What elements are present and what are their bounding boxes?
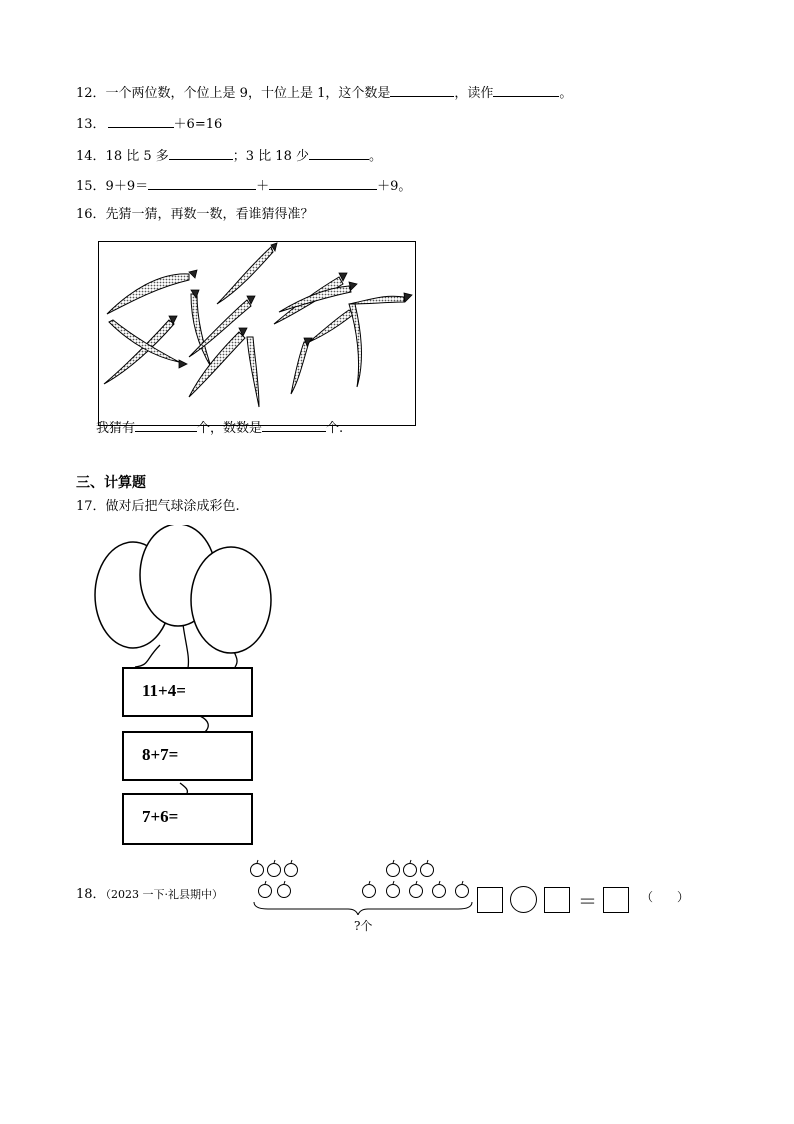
answer-blank[interactable] xyxy=(493,83,559,97)
question-number: 16． xyxy=(76,207,106,222)
pepper xyxy=(309,310,354,342)
answer-text: 个，数数是 xyxy=(197,421,263,436)
question-13 xyxy=(76,114,222,134)
question-text: ＋ xyxy=(256,179,270,194)
question-number: 12． xyxy=(76,86,106,101)
pepper xyxy=(191,294,211,367)
brace-question: ?个 xyxy=(354,919,373,933)
question-text: 一个两位数，个位上是 9，十位上是 1，这个数是 xyxy=(105,86,391,101)
apples-drawing xyxy=(248,855,478,915)
pepper xyxy=(279,286,351,312)
answer-square[interactable] xyxy=(603,887,629,913)
answer-text: 我猜有 xyxy=(96,421,136,436)
balloon xyxy=(191,547,271,653)
equation-box[interactable] xyxy=(122,793,253,845)
answer-square[interactable] xyxy=(477,887,503,913)
answer-blank[interactable] xyxy=(309,146,369,160)
apple-icon xyxy=(387,885,400,898)
question-16 xyxy=(76,206,314,224)
apple-icon xyxy=(410,885,423,898)
section-title: 三、计算题 xyxy=(76,475,146,491)
operator-circle[interactable] xyxy=(510,886,537,913)
apple-icon xyxy=(421,864,434,877)
question-text: ；3 比 18 少 xyxy=(232,149,309,164)
question-18 xyxy=(76,886,223,904)
apple-icon xyxy=(387,864,400,877)
question-text: 做对后把气球涂成彩色. xyxy=(105,499,240,514)
answer-paren[interactable]: （ ） xyxy=(641,890,690,904)
question-number: 15． xyxy=(76,179,106,194)
balloon-string xyxy=(200,716,208,732)
pepper xyxy=(291,342,309,394)
equals-sign: ＝ xyxy=(578,891,598,913)
brace xyxy=(254,902,472,915)
pepper xyxy=(107,274,189,314)
question-text: 。 xyxy=(368,149,382,164)
answer-blank[interactable] xyxy=(169,146,233,160)
question-number: 17． xyxy=(76,499,106,514)
equation-box[interactable] xyxy=(122,667,253,717)
peppers-drawing xyxy=(99,242,415,425)
question-number: 18． xyxy=(76,887,106,902)
apple-icon xyxy=(433,885,446,898)
question-text: ＋9。 xyxy=(377,179,412,194)
pepper-stem xyxy=(404,293,412,302)
question-14 xyxy=(76,146,382,166)
balloon-string xyxy=(135,645,160,667)
apple-icon xyxy=(251,864,264,877)
apple-icon xyxy=(278,885,291,898)
apple-icon xyxy=(259,885,272,898)
question-12 xyxy=(76,83,572,103)
count-blank[interactable] xyxy=(262,418,326,432)
equation-box[interactable] xyxy=(122,731,253,781)
question-text: 先猜一猜，再数一数，看谁猜得准？ xyxy=(105,207,314,222)
pepper-stem xyxy=(189,270,197,278)
answer-blank[interactable] xyxy=(390,83,454,97)
question-number: 13． xyxy=(76,117,106,132)
answer-square[interactable] xyxy=(544,887,570,913)
question-number: 14． xyxy=(76,149,106,164)
answer-blank[interactable] xyxy=(269,176,377,190)
pepper xyxy=(247,337,259,407)
question-text: ，读作 xyxy=(454,86,494,101)
apple-icon xyxy=(456,885,469,898)
question-text: 9＋9＝ xyxy=(105,179,149,194)
apple-icon xyxy=(404,864,417,877)
answer-blank[interactable] xyxy=(148,176,256,190)
question-17 xyxy=(76,498,240,516)
guess-blank[interactable] xyxy=(135,418,197,432)
apple-icon xyxy=(363,885,376,898)
apple-icon xyxy=(285,864,298,877)
question-16-answer xyxy=(96,418,343,438)
pepper xyxy=(349,296,404,304)
pepper xyxy=(189,332,245,397)
question-text: 。 xyxy=(559,86,573,101)
answer-text: 个. xyxy=(326,421,344,436)
pepper xyxy=(104,320,174,384)
equation-text: 11+4= xyxy=(142,681,186,700)
equation-text: 7+6= xyxy=(142,807,179,826)
question-source: （2023 一下·礼县期中） xyxy=(105,888,224,901)
question-text: ＋6=16 xyxy=(173,117,223,132)
question-15 xyxy=(76,176,411,196)
pepper-illustration xyxy=(98,241,416,426)
apple-icon xyxy=(268,864,281,877)
pepper-stem xyxy=(179,360,187,368)
equation-text: 8+7= xyxy=(142,745,179,764)
answer-blank[interactable] xyxy=(108,114,174,128)
question-text: 18 比 5 多 xyxy=(105,149,169,164)
pepper xyxy=(217,247,273,304)
